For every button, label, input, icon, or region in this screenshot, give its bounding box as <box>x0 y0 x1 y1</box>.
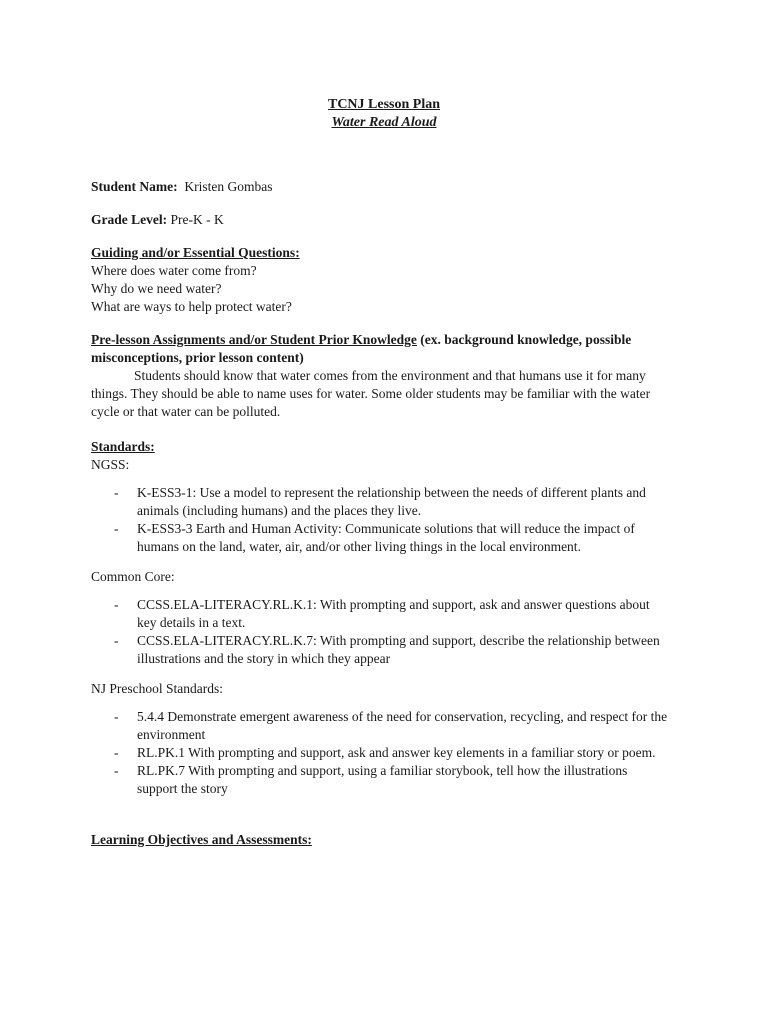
grade-level-value: Pre-K - K <box>170 212 224 227</box>
common-core-item: - CCSS.ELA-LITERACY.RL.K.1: With prompting and support, ask and answer questions about key details in a text. <box>91 596 671 632</box>
prelesson-body: Students should know that water comes from the environment and that humans use it for many things. They should be able to name uses for water. Some older students may be familiar with the water cycle or that water can be polluted. <box>91 368 651 419</box>
prelesson-heading-title: Pre-lesson Assignments and/or Student Prior Knowledge <box>91 332 417 347</box>
guiding-question: Where does water come from? <box>91 263 257 278</box>
ngss-label: NGSS: <box>91 457 130 472</box>
guiding-question: What are ways to help protect water? <box>91 299 292 314</box>
prelesson-section <box>91 331 671 421</box>
guiding-questions-section <box>91 244 671 316</box>
prelesson-heading-note: (ex. background knowledge, possible misconceptions, prior lesson content) <box>91 332 632 365</box>
common-core-list <box>91 596 671 668</box>
document-title: TCNJ Lesson Plan <box>327 97 441 112</box>
standards-heading: Standards: <box>91 439 155 454</box>
document-body <box>91 178 671 849</box>
learning-objectives-heading: Learning Objectives and Assessments: <box>91 832 312 847</box>
nj-preschool-label: NJ Preschool Standards: <box>91 681 223 696</box>
student-name-label: Student Name: <box>91 179 178 194</box>
student-name-value: Kristen Gombas <box>184 179 273 194</box>
document-subtitle: Water Read Aloud <box>331 115 437 130</box>
guiding-question: Why do we need water? <box>91 281 222 296</box>
nj-preschool-item: - RL.PK.1 With prompting and support, ask and answer key elements in a familiar story or poem. <box>91 744 671 762</box>
common-core-label: Common Core: <box>91 569 175 584</box>
prelesson-heading <box>91 331 671 367</box>
ngss-list <box>91 484 671 556</box>
nj-preschool-item: - RL.PK.7 With prompting and support, using a familiar storybook, tell how the illustrations support the story <box>91 762 671 798</box>
grade-level-field <box>91 211 671 229</box>
standards-section <box>91 438 671 798</box>
grade-level-label: Grade Level: <box>91 212 168 227</box>
document-title-block <box>0 96 768 131</box>
nj-preschool-list <box>91 708 671 798</box>
ngss-item: - K-ESS3-3 Earth and Human Activity: Communicate solutions that will reduce the impact of humans on the land, water, air, and/or other living things in the local environment. <box>91 520 671 556</box>
common-core-item: - CCSS.ELA-LITERACY.RL.K.7: With prompting and support, describe the relationship between illustrations and the story in which they appear <box>91 632 671 668</box>
nj-preschool-item: - 5.4.4 Demonstrate emergent awareness of the need for conservation, recycling, and respect for the environment <box>91 708 671 744</box>
guiding-questions-heading: Guiding and/or Essential Questions: <box>91 245 300 260</box>
ngss-item: - K-ESS3-1: Use a model to represent the relationship between the needs of different plants and animals (including humans) and the places they live. <box>91 484 671 520</box>
student-name-field <box>91 178 671 196</box>
